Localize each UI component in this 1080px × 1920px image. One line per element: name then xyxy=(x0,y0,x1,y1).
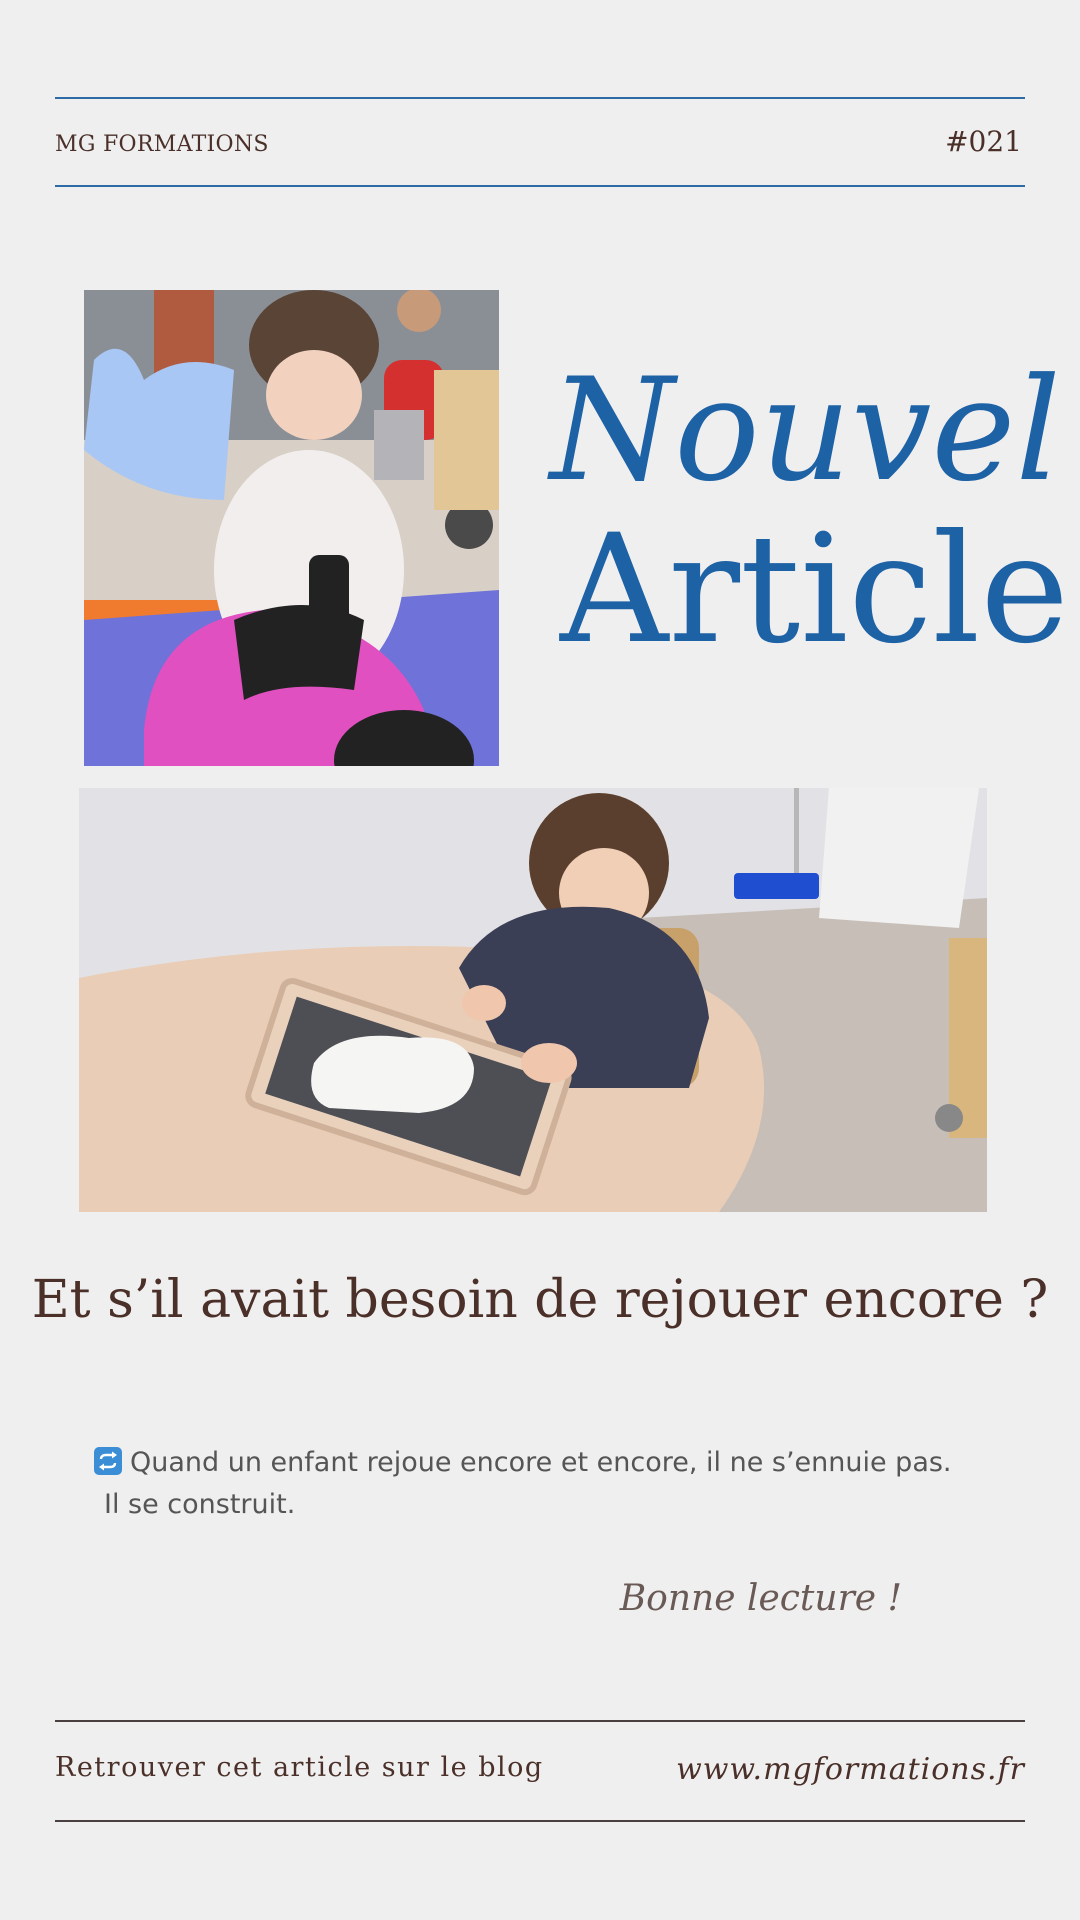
repeat-icon xyxy=(94,1447,122,1475)
hero-title-line1: Nouvel xyxy=(550,348,1061,513)
footer-bottom-rule xyxy=(55,1820,1025,1822)
photo-child-with-doll xyxy=(84,290,499,766)
issue-number: #021 xyxy=(945,125,1022,158)
brand-name: MG FORMATIONS xyxy=(55,132,269,157)
header-top-rule xyxy=(55,97,1025,99)
signoff: Bonne lecture ! xyxy=(619,1578,902,1619)
footer-url-link[interactable]: www.mgformations.fr xyxy=(676,1752,1025,1787)
article-body xyxy=(96,1442,996,1526)
article-body-line1: Quand un enfant rejoue encore et encore, il ne s’ennuie pas. xyxy=(130,1447,952,1478)
hero-title-line2: Article xyxy=(560,503,1070,677)
footer-cta: Retrouver cet article sur le blog xyxy=(55,1752,544,1783)
article-body-line2: Il se construit. xyxy=(104,1489,296,1520)
header-bottom-rule xyxy=(55,185,1025,187)
photo-child-at-slate xyxy=(79,788,987,1212)
footer-top-rule xyxy=(55,1720,1025,1722)
article-headline: Et s’il avait besoin de rejouer encore ? xyxy=(31,1270,1049,1330)
